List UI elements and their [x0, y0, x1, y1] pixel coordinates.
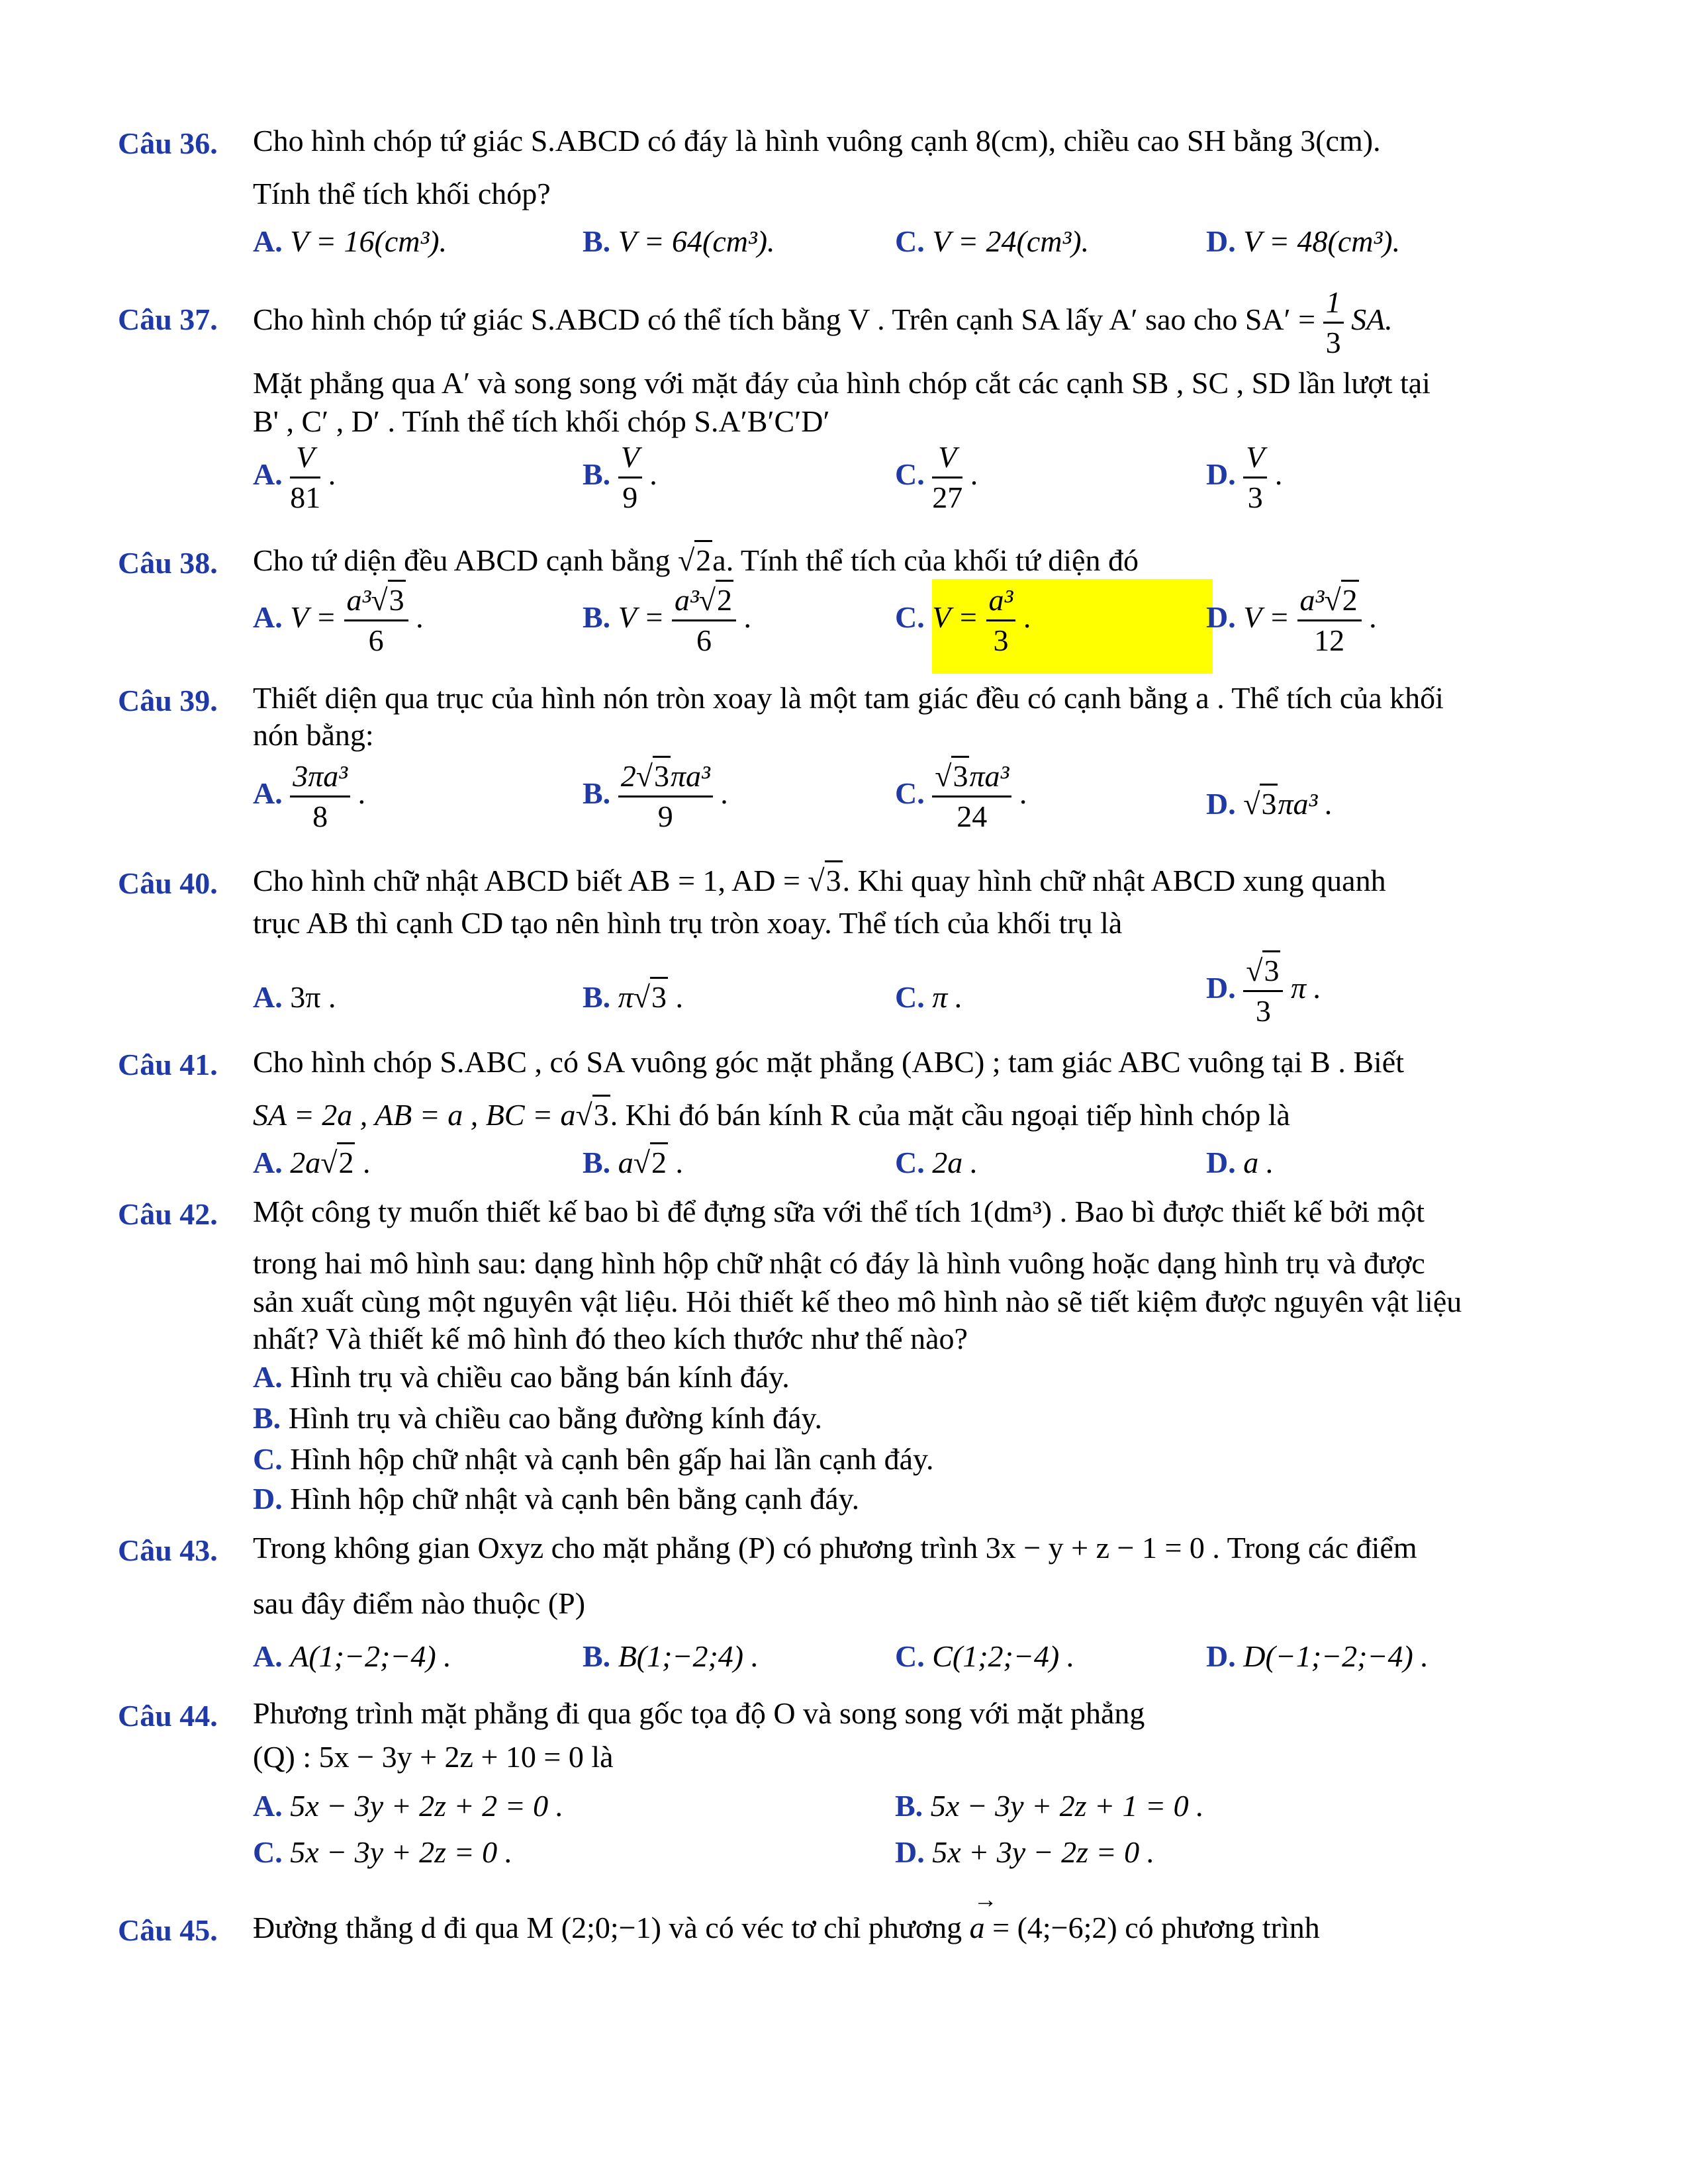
option-a[interactable]: A. 2a√2 .: [253, 1148, 370, 1178]
option-b[interactable]: B. V = $\frac{\text{a³√2}}{6}$ .: [583, 585, 751, 656]
option-c[interactable]: C. π .: [895, 980, 963, 1014]
option-a[interactable]: A. 3π .: [253, 980, 336, 1014]
option-c[interactable]: C. 5x − 3y + 2z = 0 .: [253, 1835, 513, 1869]
option-b[interactable]: B. 5x − 3y + 2z + 1 = 0 .: [895, 1789, 1204, 1823]
option-b[interactable]: B. a√2 .: [583, 1148, 683, 1178]
question-text: B' , C′ , D′ . Tính thể tích khối chóp S.A′B′C′D′: [253, 404, 830, 438]
question-text: Cho hình chóp S.ABC , có SA vuông góc mặt phẳng (ABC) ; tam giác ABC vuông tại B . Biết: [253, 1045, 1404, 1079]
option-d[interactable]: D. $\frac{V}{3}$ .: [1206, 440, 1283, 514]
question-text: Đường thẳng d đi qua M (2;0;−1) và có véc tơ chỉ phương → a = (4;−6;2) có phương trình: [253, 1886, 1320, 1944]
vector-a: → a: [969, 1886, 998, 1944]
option-d[interactable]: D. D(−1;−2;−4) .: [1206, 1639, 1429, 1673]
option-b[interactable]: B. $\frac{\text{2√3πa³}}{9}$ .: [583, 761, 728, 832]
question-text: Mặt phẳng qua A′ và song song với mặt đáy của hình chóp cắt các cạnh SB , SC , SD lần lượt tại: [253, 366, 1430, 400]
option-b[interactable]: B. V = 64(cm³).: [583, 224, 775, 258]
option-b[interactable]: B. Hình trụ và chiều cao bằng đường kính đáy.: [253, 1401, 823, 1435]
option-d[interactable]: D. a .: [1206, 1146, 1274, 1179]
question-text: nhất? Và thiết kế mô hình đó theo kích thước như thế nào?: [253, 1322, 968, 1355]
option-c[interactable]: C. V = 24(cm³).: [895, 224, 1090, 258]
option-a[interactable]: A. V = $\frac{\text{a³√3}}{6}$ .: [253, 585, 424, 656]
question-text: Cho hình chóp tứ giác S.ABCD có thể tích bằng V . Trên cạnh SA lấy A′ sao cho SA′ = $\frac{1}{3}$ SA.: [253, 285, 1393, 359]
question-label: Câu 39.: [118, 684, 218, 717]
option-c[interactable]: C. $\frac{\text{√3πa³}}{24}$ .: [895, 761, 1027, 832]
option-b[interactable]: B. B(1;−2;4) .: [583, 1639, 759, 1673]
question-text: Cho tứ diện đều ABCD cạnh bằng √2a. Tính thể tích của khối tứ diện đó: [253, 545, 1139, 576]
fraction: $\frac{1}{3}$: [1323, 287, 1344, 358]
question-text: (Q) : 5x − 3y + 2z + 10 = 0 là: [253, 1740, 614, 1774]
question-text: Cho hình chóp tứ giác S.ABCD có đáy là hình vuông cạnh 8(cm), chiều cao SH bằng 3(cm).: [253, 124, 1381, 158]
question-text: trong hai mô hình sau: dạng hình hộp chữ nhật có đáy là hình vuông hoặc dạng hình trụ và được: [253, 1246, 1425, 1280]
question-label: Câu 41.: [118, 1048, 218, 1081]
option-c[interactable]: C. 2a .: [895, 1146, 978, 1179]
option-a[interactable]: A. A(1;−2;−4) .: [253, 1639, 451, 1673]
question-label: Câu 44.: [118, 1699, 218, 1733]
option-a[interactable]: A. $\frac{V}{81}$ .: [253, 440, 336, 514]
option-a[interactable]: A. $\frac{\text{3πa³}}{8}$ .: [253, 759, 366, 833]
option-d[interactable]: D. $\frac{√3}{3}$ π .: [1206, 956, 1321, 1026]
option-c[interactable]: C. V = $\frac{\text{a³}}{3}$ .: [895, 583, 1031, 657]
option-b[interactable]: B. $\frac{V}{9}$ .: [583, 440, 657, 514]
question-text: Phương trình mặt phẳng đi qua gốc tọa độ O và song song với mặt phẳng: [253, 1696, 1145, 1730]
question-label: Câu 36.: [118, 126, 218, 160]
option-d[interactable]: D. 5x + 3y − 2z = 0 .: [895, 1835, 1155, 1869]
option-d[interactable]: D. √3πa³ .: [1206, 789, 1333, 819]
option-d[interactable]: D. V = $\frac{\text{a³√2}}{12}$ .: [1206, 585, 1377, 656]
question-label: Câu 37.: [118, 302, 218, 336]
question-text: Tính thể tích khối chóp?: [253, 177, 551, 210]
option-d[interactable]: D. V = 48(cm³).: [1206, 224, 1401, 258]
option-a[interactable]: A. 5x − 3y + 2z + 2 = 0 .: [253, 1789, 564, 1823]
question-label: Câu 43.: [118, 1533, 218, 1567]
question-text: Thiết diện qua trục của hình nón tròn xoay là một tam giác đều có cạnh bằng a . Thể tích của khối: [253, 681, 1444, 715]
option-b[interactable]: B. π√3 .: [583, 982, 683, 1013]
question-label: Câu 40.: [118, 866, 218, 900]
question-text: Trong không gian Oxyz cho mặt phẳng (P) có phương trình 3x − y + z − 1 = 0 . Trong các điểm: [253, 1531, 1417, 1565]
question-text: nón bằng:: [253, 718, 374, 752]
option-d[interactable]: D. Hình hộp chữ nhật và cạnh bên bằng cạnh đáy.: [253, 1482, 860, 1516]
question-text: Một công ty muốn thiết kế bao bì để đựng sữa với thể tích 1(dm³) . Bao bì được thiết kế bởi một: [253, 1195, 1425, 1228]
option-c[interactable]: C. C(1;2;−4) .: [895, 1639, 1075, 1673]
option-a[interactable]: A. V = 16(cm³).: [253, 224, 447, 258]
question-text: trục AB thì cạnh CD tạo nên hình trụ tròn xoay. Thể tích của khối trụ là: [253, 906, 1123, 940]
question-label: Câu 38.: [118, 546, 218, 580]
option-c[interactable]: C. $\frac{V}{27}$ .: [895, 440, 978, 514]
option-a[interactable]: A. Hình trụ và chiều cao bằng bán kính đáy.: [253, 1360, 790, 1394]
question-text: sau đây điểm nào thuộc (P): [253, 1586, 586, 1620]
question-label: Câu 42.: [118, 1197, 218, 1231]
question-label: Câu 45.: [118, 1913, 218, 1947]
option-c[interactable]: C. Hình hộp chữ nhật và cạnh bên gấp hai lần cạnh đáy.: [253, 1442, 934, 1476]
question-text: sản xuất cùng một nguyên vật liệu. Hỏi thiết kế theo mô hình nào sẽ tiết kiệm được nguyên vật liệu: [253, 1285, 1462, 1318]
question-text: SA = 2a , AB = a , BC = a√3. Khi đó bán kính R của mặt cầu ngoại tiếp hình chóp là: [253, 1100, 1290, 1130]
question-text: Cho hình chữ nhật ABCD biết AB = 1, AD = √3. Khi quay hình chữ nhật ABCD xung quanh: [253, 866, 1386, 896]
